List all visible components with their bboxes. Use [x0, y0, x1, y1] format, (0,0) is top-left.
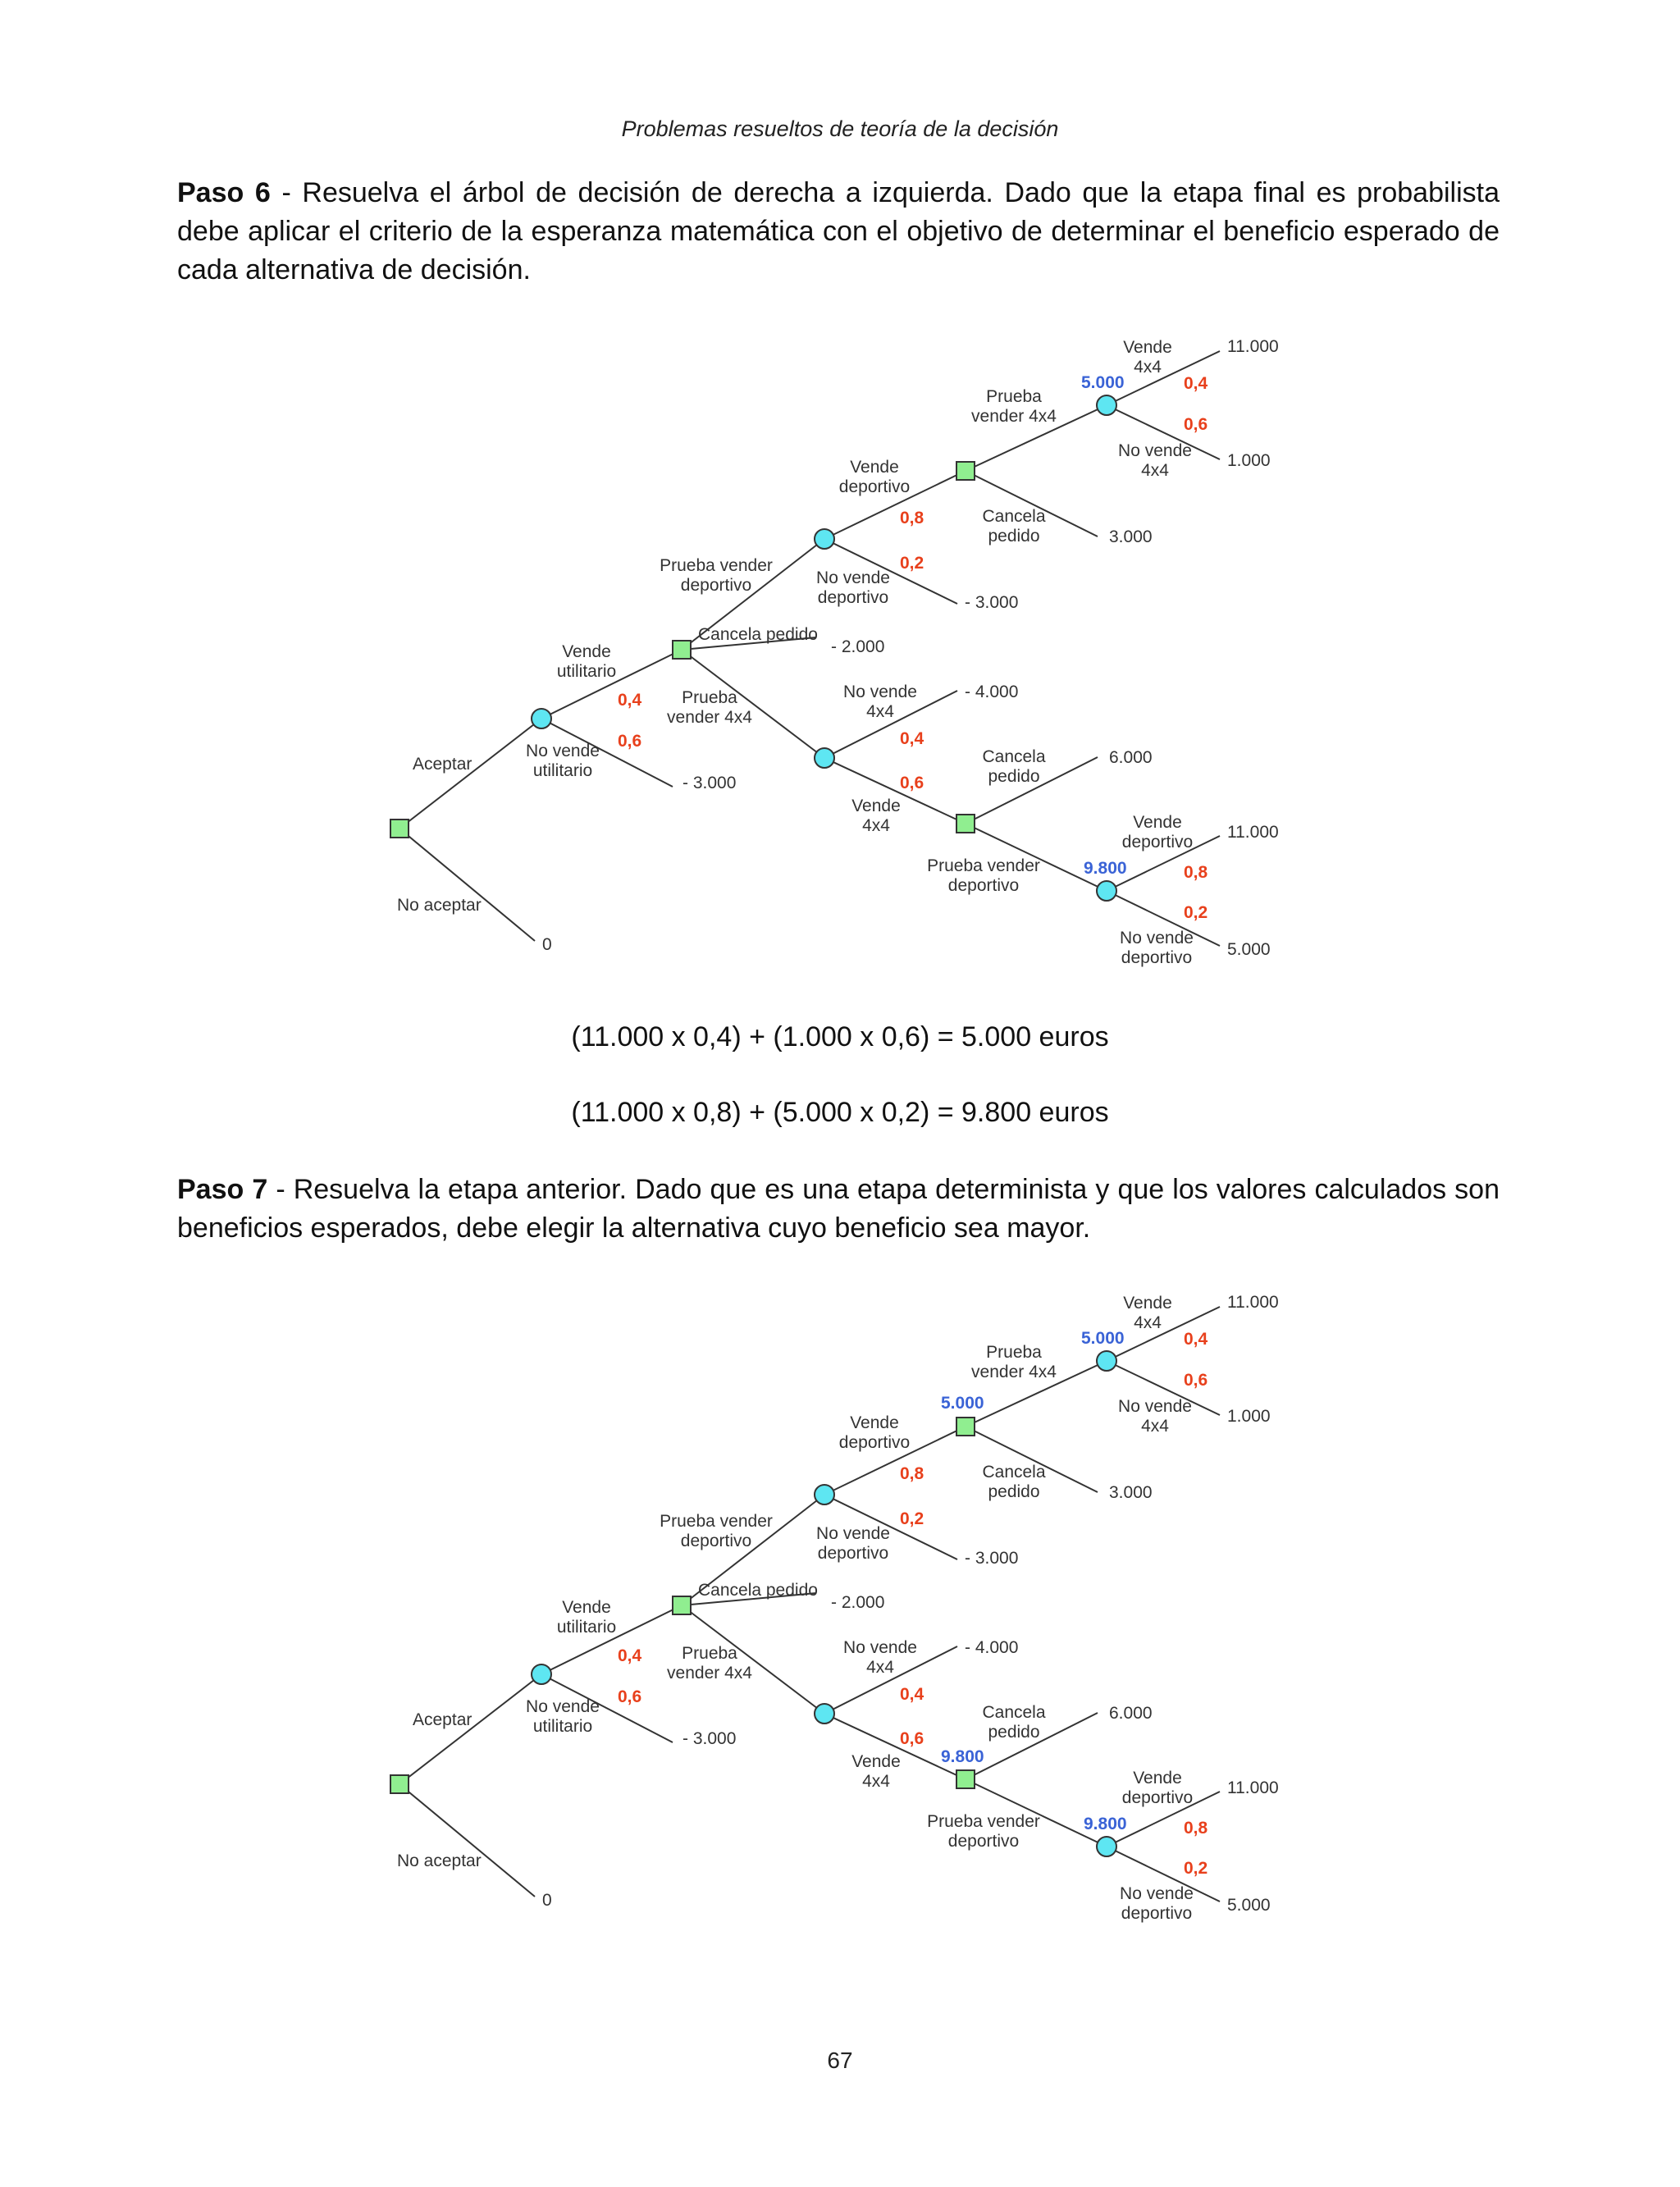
- branch-label-no-vende-utilitario: No vende: [526, 742, 600, 760]
- payoff-9: 5.000: [1227, 940, 1271, 959]
- branch-label-no-vende-utilitario: No vende: [526, 1697, 600, 1716]
- chance-node-deportivo: [815, 529, 834, 549]
- branch-label-no-vende-deportivo-2: deportivo: [817, 588, 889, 607]
- branch-label-no-vende-4x4-top-2: 4x4: [1141, 461, 1169, 480]
- chance-node-4x4: [815, 748, 834, 768]
- payoff-6: - 4.000: [965, 683, 1019, 701]
- decision-node-bottom: [956, 815, 975, 833]
- branch-label-no-vende-4x4-2: 4x4: [866, 1658, 894, 1677]
- decision-tree-step-7: [0, 1280, 1680, 1952]
- prob-vende-deportivo: 0,8: [900, 1464, 924, 1483]
- ev-decision-top: 5.000: [941, 1394, 984, 1413]
- payoff-3: 3.000: [1109, 527, 1153, 546]
- branch-label-vende-4x4-top: Vende: [1123, 1294, 1172, 1313]
- branch-label-prueba-vender-deportivo-bottom: Prueba vender: [927, 1812, 1040, 1831]
- chance-node-deportivo-bottom: [1097, 1837, 1116, 1856]
- decision-node-root: [390, 1775, 409, 1793]
- branch-label-prueba-vender-deportivo: Prueba vender: [660, 1512, 773, 1531]
- payoff-7: 6.000: [1109, 748, 1153, 767]
- ev-chance-4x4-top: 5.000: [1081, 1329, 1125, 1348]
- prob-vende-utilitario: 0,4: [618, 691, 642, 710]
- prob-no-vende-deportivo-bottom: 0,2: [1184, 903, 1208, 922]
- paso-6-label: Paso 6: [177, 177, 271, 208]
- payoff-1: 11.000: [1227, 337, 1279, 356]
- payoff-5: - 2.000: [831, 637, 885, 656]
- payoff-2: 1.000: [1227, 1407, 1271, 1426]
- branch-label-cancela-pedido-top: Cancela: [982, 1463, 1046, 1482]
- payoff-8: 11.000: [1227, 1778, 1279, 1797]
- branch-label-aceptar: Aceptar: [413, 1710, 472, 1729]
- prob-no-vende-deportivo: 0,2: [900, 554, 924, 573]
- chance-node-deportivo: [815, 1485, 834, 1504]
- tree-edges: [399, 351, 1220, 946]
- payoff-10: - 3.000: [682, 1729, 737, 1748]
- paso-7-text: - Resuelva la etapa anterior. Dado que es una etapa determinista y que los valores calculados son beneficios esperados, debe elegir la alternativa cuyo beneficio sea mayor.: [177, 1174, 1500, 1244]
- branch-label-prueba-vender-deportivo-bottom-2: deportivo: [947, 1832, 1020, 1851]
- prob-vende-4x4: 0,6: [900, 774, 924, 792]
- payoff-1: 11.000: [1227, 1293, 1279, 1312]
- paso-6-paragraph: [177, 174, 1500, 290]
- branch-label-no-vende-deportivo-bottom: No vende: [1120, 1884, 1194, 1903]
- prob-vende-utilitario: 0,4: [618, 1646, 642, 1665]
- branch-label-cancela-pedido: Cancela pedido: [698, 1581, 818, 1600]
- branch-label-prueba-vender-deportivo-2: deportivo: [680, 576, 752, 595]
- page-number: 67: [827, 2048, 853, 2073]
- paso-6-text: - Resuelva el árbol de decisión de derecha a izquierda. Dado que la etapa final es probabilista debe aplicar el criterio de la esperanza matemática con el objetivo de determinar el beneficio esperado de cada alternativa de decisión.: [177, 177, 1500, 285]
- payoff-2: 1.000: [1227, 451, 1271, 470]
- branch-label-cancela-pedido-bottom: Cancela: [982, 747, 1046, 766]
- branch-label-prueba-vender-4x4-top: Prueba: [986, 1343, 1042, 1362]
- payoff-11: 0: [542, 1891, 552, 1910]
- prob-no-vende-4x4-top: 0,6: [1184, 1371, 1208, 1390]
- ev-chance-4x4-top: 5.000: [1081, 373, 1125, 392]
- prob-no-vende-deportivo-bottom: 0,2: [1184, 1859, 1208, 1878]
- branch-label-prueba-vender-deportivo-2: deportivo: [680, 1532, 752, 1550]
- branch-label-prueba-vender-4x4-top-2: vender 4x4: [971, 407, 1057, 426]
- branch-label-no-vende-utilitario-2: utilitario: [532, 761, 593, 780]
- decision-node-root: [390, 820, 409, 838]
- branch-label-prueba-vender-4x4: Prueba: [682, 1644, 737, 1663]
- branch-label-vende-4x4-top-2: 4x4: [1134, 1313, 1162, 1332]
- branch-label-vende-deportivo-bottom: Vende: [1133, 1769, 1182, 1787]
- prob-vende-4x4-top: 0,4: [1184, 1330, 1208, 1349]
- branch-label-vende-utilitario-2: utilitario: [556, 662, 617, 681]
- branch-label-cancela-pedido-top: Cancela: [982, 507, 1046, 526]
- branch-label-no-vende-deportivo-bottom: No vende: [1120, 929, 1194, 947]
- branch-label-prueba-vender-4x4-top-2: vender 4x4: [971, 1363, 1057, 1381]
- payoff-7: 6.000: [1109, 1704, 1153, 1723]
- prob-vende-deportivo-bottom: 0,8: [1184, 1819, 1208, 1838]
- branch-label-prueba-vender-deportivo-bottom-2: deportivo: [947, 876, 1020, 895]
- branch-label-prueba-vender-4x4-2: vender 4x4: [667, 1664, 752, 1682]
- decision-tree-step-6: [0, 324, 1680, 997]
- branch-label-prueba-vender-deportivo-bottom: Prueba vender: [927, 856, 1040, 875]
- prob-vende-deportivo: 0,8: [900, 509, 924, 527]
- branch-label-cancela-pedido-bottom: Cancela: [982, 1703, 1046, 1722]
- branch-label-vende-4x4-2: 4x4: [862, 816, 890, 835]
- branch-label-no-vende-4x4-top-2: 4x4: [1141, 1417, 1169, 1436]
- payoff-4: - 3.000: [965, 593, 1019, 612]
- chance-node-4x4-top: [1097, 1351, 1116, 1371]
- branch-label-vende-deportivo-bottom: Vende: [1133, 813, 1182, 832]
- branch-label-cancela-pedido: Cancela pedido: [698, 625, 818, 644]
- branch-label-prueba-vender-deportivo: Prueba vender: [660, 556, 773, 575]
- branch-label-no-vende-4x4: No vende: [843, 683, 917, 701]
- decision-node-top: [956, 462, 975, 480]
- branch-label-no-vende-deportivo: No vende: [816, 568, 890, 587]
- branch-label-vende-deportivo: Vende: [850, 1413, 899, 1432]
- branch-label-no-aceptar: No aceptar: [397, 896, 482, 915]
- formula-1: (11.000 x 0,4) + (1.000 x 0,6) = 5.000 euros: [571, 1021, 1109, 1052]
- branch-label-vende-4x4-top: Vende: [1123, 338, 1172, 357]
- payoff-8: 11.000: [1227, 823, 1279, 842]
- prob-no-vende-4x4-top: 0,6: [1184, 415, 1208, 434]
- payoff-10: - 3.000: [682, 774, 737, 792]
- branch-label-vende-utilitario-2: utilitario: [556, 1618, 617, 1637]
- branch-label-no-vende-utilitario-2: utilitario: [532, 1717, 593, 1736]
- branch-label-cancela-pedido-bottom-2: pedido: [988, 767, 1040, 786]
- branch-label-no-vende-4x4-top: No vende: [1118, 441, 1192, 460]
- tree-edges: [399, 1307, 1220, 1902]
- branch-label-vende-4x4-top-2: 4x4: [1134, 358, 1162, 377]
- prob-no-vende-4x4: 0,4: [900, 729, 924, 748]
- branch-label-no-vende-deportivo-2: deportivo: [817, 1544, 889, 1563]
- branch-label-vende-utilitario: Vende: [562, 642, 611, 661]
- prob-no-vende-4x4: 0,4: [900, 1685, 924, 1704]
- payoff-6: - 4.000: [965, 1638, 1019, 1657]
- paso-7-label: Paso 7: [177, 1174, 268, 1205]
- branch-label-prueba-vender-4x4-2: vender 4x4: [667, 708, 752, 727]
- branch-label-prueba-vender-4x4-top: Prueba: [986, 387, 1042, 406]
- chance-node-utilitario: [532, 709, 551, 728]
- decision-node-second: [673, 641, 691, 659]
- prob-vende-deportivo-bottom: 0,8: [1184, 863, 1208, 882]
- chance-node-deportivo-bottom: [1097, 881, 1116, 901]
- payoff-3: 3.000: [1109, 1483, 1153, 1502]
- chance-node-4x4: [815, 1704, 834, 1724]
- branch-label-vende-deportivo: Vende: [850, 458, 899, 477]
- decision-node-top: [956, 1418, 975, 1436]
- branch-label-no-vende-4x4: No vende: [843, 1638, 917, 1657]
- prob-vende-4x4: 0,6: [900, 1729, 924, 1748]
- branch-label-vende-deportivo-bottom-2: deportivo: [1121, 833, 1194, 852]
- branch-label-no-vende-4x4-2: 4x4: [866, 702, 894, 721]
- chance-node-utilitario: [532, 1664, 551, 1684]
- ev-decision-bottom: 9.800: [941, 1747, 984, 1766]
- prob-no-vende-utilitario: 0,6: [618, 1687, 642, 1706]
- branch-label-vende-deportivo-bottom-2: deportivo: [1121, 1788, 1194, 1807]
- ev-chance-deportivo-bottom: 9.800: [1084, 859, 1127, 878]
- branch-label-vende-utilitario: Vende: [562, 1598, 611, 1617]
- branch-label-no-vende-deportivo-bottom-2: deportivo: [1121, 1904, 1193, 1923]
- branch-label-cancela-pedido-top-2: pedido: [988, 1482, 1040, 1501]
- branch-label-no-vende-deportivo-bottom-2: deportivo: [1121, 948, 1193, 967]
- branch-label-vende-deportivo-2: deportivo: [838, 477, 911, 496]
- paso-7-paragraph: [177, 1171, 1500, 1248]
- branch-label-cancela-pedido-top-2: pedido: [988, 527, 1040, 546]
- formula-2: (11.000 x 0,8) + (5.000 x 0,2) = 9.800 euros: [571, 1097, 1109, 1128]
- decision-node-second: [673, 1596, 691, 1614]
- running-header: Problemas resueltos de teoría de la decisión: [621, 116, 1059, 141]
- prob-no-vende-utilitario: 0,6: [618, 732, 642, 751]
- branch-label-cancela-pedido-bottom-2: pedido: [988, 1723, 1040, 1742]
- branch-label-prueba-vender-4x4: Prueba: [682, 688, 737, 707]
- ev-chance-deportivo-bottom: 9.800: [1084, 1815, 1127, 1833]
- payoff-11: 0: [542, 935, 552, 954]
- branch-label-no-vende-4x4-top: No vende: [1118, 1397, 1192, 1416]
- branch-label-no-vende-deportivo: No vende: [816, 1524, 890, 1543]
- decision-node-bottom: [956, 1770, 975, 1788]
- branch-label-vende-deportivo-2: deportivo: [838, 1433, 911, 1452]
- branch-label-vende-4x4: Vende: [851, 797, 901, 815]
- payoff-4: - 3.000: [965, 1549, 1019, 1568]
- chance-node-4x4-top: [1097, 395, 1116, 415]
- branch-label-aceptar: Aceptar: [413, 755, 472, 774]
- payoff-5: - 2.000: [831, 1593, 885, 1612]
- payoff-9: 5.000: [1227, 1896, 1271, 1915]
- prob-no-vende-deportivo: 0,2: [900, 1509, 924, 1528]
- branch-label-vende-4x4-2: 4x4: [862, 1772, 890, 1791]
- branch-label-vende-4x4: Vende: [851, 1752, 901, 1771]
- branch-label-no-aceptar: No aceptar: [397, 1851, 482, 1870]
- prob-vende-4x4-top: 0,4: [1184, 374, 1208, 393]
